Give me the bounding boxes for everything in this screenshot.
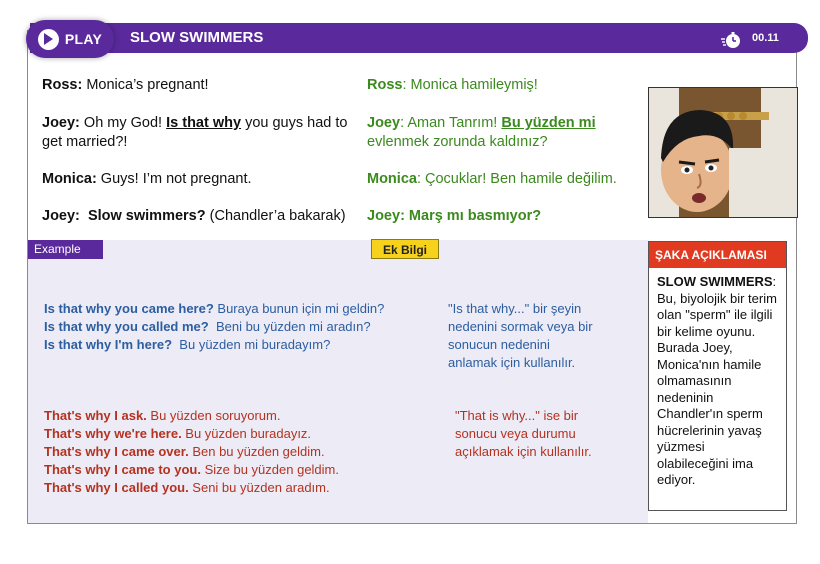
dialogue-tr-2 — [367, 114, 622, 152]
dialogue-en-2 — [42, 114, 360, 152]
example-tag: Example — [28, 240, 103, 259]
example-row — [44, 336, 434, 354]
highlight-phrase: Is that why — [166, 115, 242, 131]
example-tr: Seni bu yüzden aradım. — [188, 480, 330, 495]
speaker: Joey — [367, 115, 401, 131]
character-illustration — [648, 87, 798, 218]
speaker: Joey — [367, 208, 401, 224]
joke-text: : Bu, biyolojik bir terim olan "sperm" ile ilgili bir kelime oyunu. Burada Joey, Monica'nın hamile olmamasının nedeninin Chandler'ın sperm hücrelerinin yavaş yüzmesi olabileceğini ima ediyor. — [657, 274, 777, 487]
highlight-phrase: Bu yüzden mi — [501, 115, 596, 131]
play-button[interactable] — [26, 20, 114, 58]
line-text: : Monica hamileymiş! — [402, 77, 538, 93]
example-tr: Beni bu yüzden mi aradın? — [208, 319, 371, 334]
example-row — [44, 425, 434, 443]
example-tr: Buraya bunun için mi geldin? — [213, 301, 385, 316]
line-text: Oh my God! — [79, 115, 167, 131]
examples-why-list — [44, 300, 434, 354]
example-tr: Bu yüzden mi buradayım? — [172, 337, 331, 352]
example-en: Is that why you called me? — [44, 319, 209, 334]
examples-thats-list — [44, 407, 434, 497]
example-en: That's why I came over. — [44, 444, 189, 459]
example-row — [44, 407, 434, 425]
dialogue-tr-1 — [367, 76, 637, 95]
timer-value: 00.11 — [752, 32, 779, 44]
line-text: : Aman Tanrım! — [400, 115, 502, 131]
example-row — [44, 461, 434, 479]
dialogue-en-4 — [42, 207, 372, 226]
explanation-is-that-why: "Is that why..." bir şeyin nedenini sormak veya bir sonucun nedenini anlamak için kullanılır. — [448, 301, 593, 370]
line-text: Guys! I’m not pregnant. — [96, 171, 252, 187]
dialogue-en-3 — [42, 170, 352, 189]
example-en: That's why we're here. — [44, 426, 182, 441]
example-row — [44, 479, 434, 497]
speaker: Monica — [367, 171, 417, 187]
play-label: PLAY — [64, 31, 103, 47]
example-row — [44, 443, 434, 461]
stage-direction: (Chandler’a bakarak) — [205, 208, 346, 224]
example-tr: Size bu yüzden geldim. — [200, 462, 339, 477]
speaker: Monica: — [42, 171, 97, 187]
example-en: Is that why I'm here? — [44, 337, 173, 352]
dialogue-tr-4 — [367, 207, 637, 226]
example-en: That's why I ask. — [44, 408, 147, 423]
example-row — [44, 318, 434, 336]
speaker: Joey: — [42, 115, 80, 131]
dialogue-en-1 — [42, 76, 352, 95]
joke-body — [649, 268, 786, 489]
speaker: Ross — [367, 77, 403, 93]
example-tr: Bu yüzden buradayız. — [181, 426, 312, 441]
line-text: Slow swimmers? — [79, 208, 206, 224]
joke-term: SLOW SWIMMERS — [657, 274, 773, 289]
explanation-that-is-why: "That is why..." ise bir sonucu veya durumu açıklamak için kullanılır. — [455, 408, 592, 459]
speaker: Joey: — [42, 208, 80, 224]
page-title: SLOW SWIMMERS — [130, 29, 264, 46]
dialogue-tr-3 — [367, 170, 647, 189]
example-en: That's why I came to you. — [44, 462, 201, 477]
timer-icon — [720, 31, 742, 49]
example-row — [44, 300, 434, 318]
example-tr: Bu yüzden soruyorum. — [146, 408, 281, 423]
joke-heading: ŞAKA AÇIKLAMASI — [649, 242, 786, 268]
play-icon — [38, 29, 59, 50]
line-text: Monica’s pregnant! — [82, 77, 209, 93]
line-text: : Marş mı basmıyor? — [400, 208, 542, 224]
example-en: That's why I called you. — [44, 480, 189, 495]
ek-bilgi-tag: Ek Bilgi — [371, 239, 439, 259]
joke-explanation-box — [648, 241, 787, 511]
line-text-end: you guys had to get married?! — [42, 115, 348, 150]
speaker: Ross: — [42, 77, 83, 93]
line-text-end: evlenmek zorunda kaldınız? — [367, 134, 548, 150]
line-text: : Çocuklar! Ben hamile değilim. — [416, 171, 617, 187]
example-en: Is that why you came here? — [44, 301, 214, 316]
example-tr: Ben bu yüzden geldim. — [188, 444, 325, 459]
